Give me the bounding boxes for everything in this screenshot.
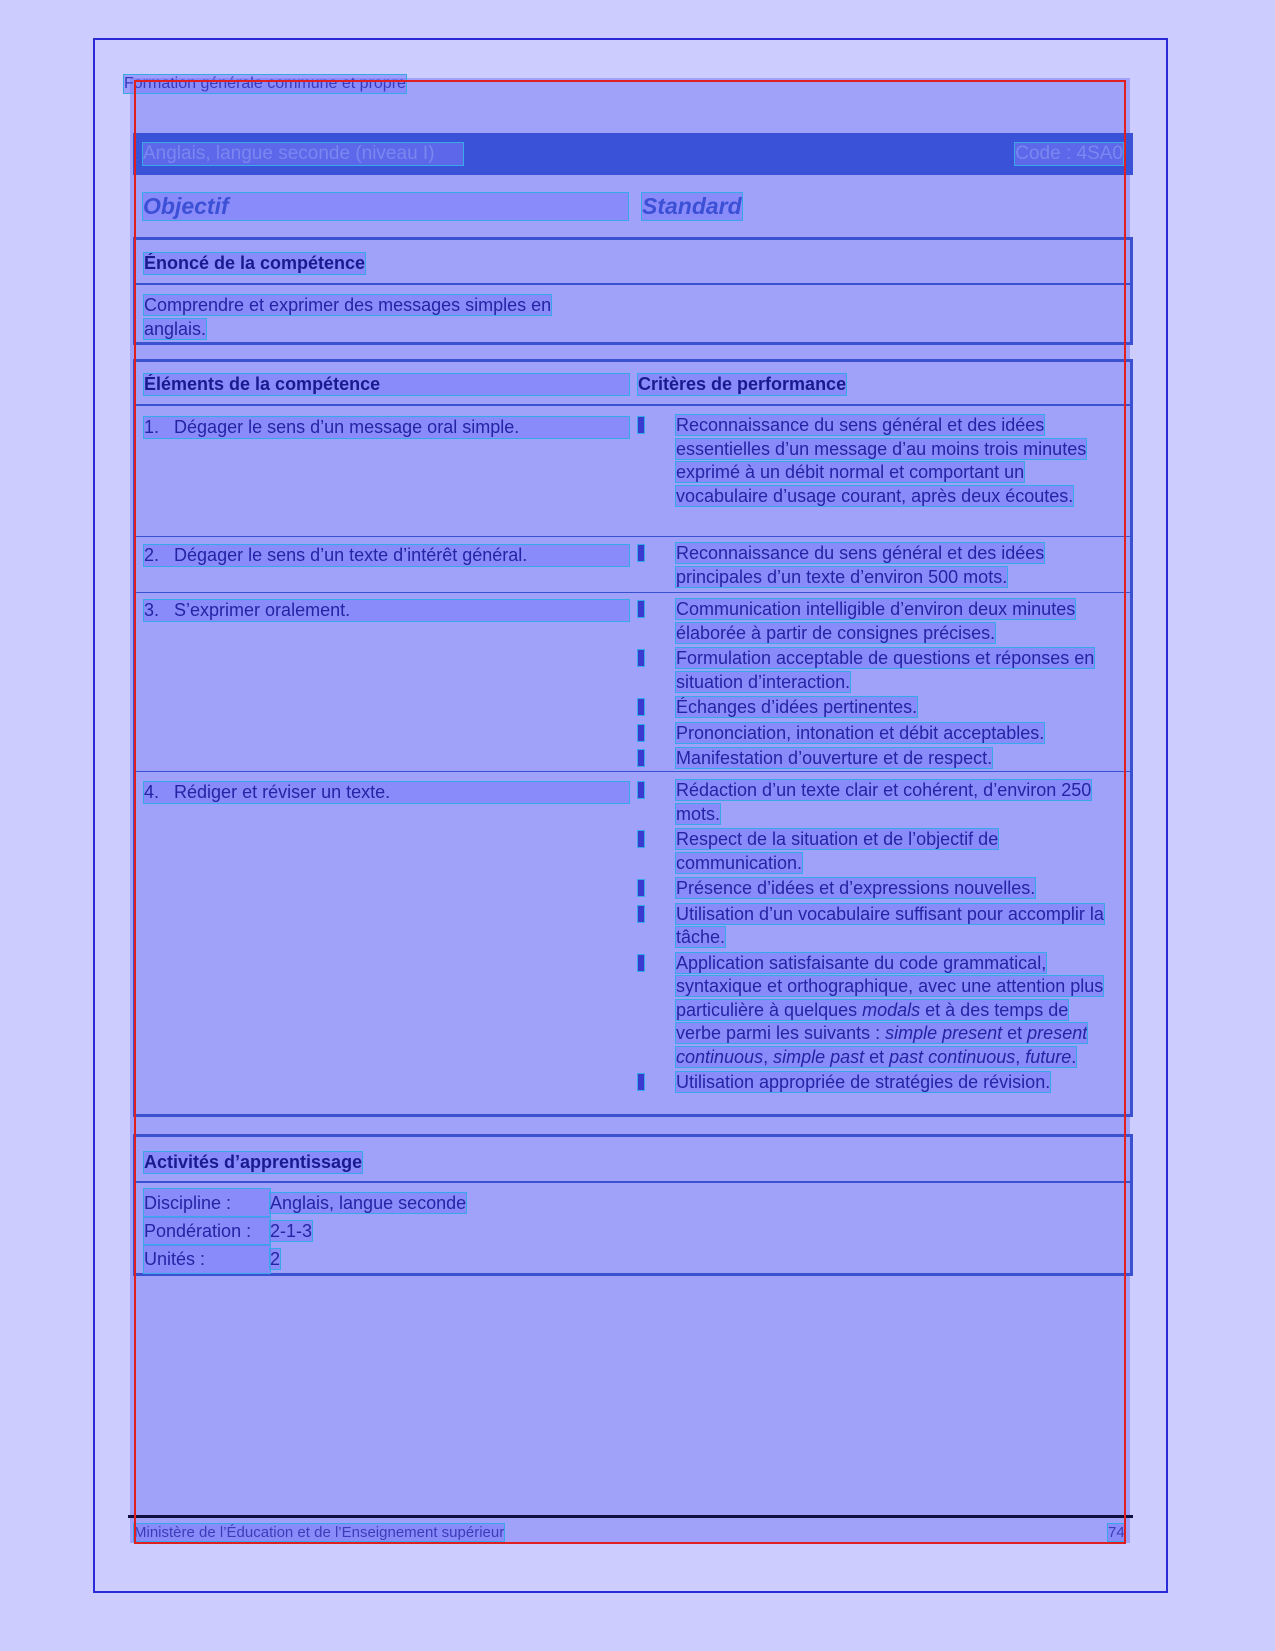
criteria-list-4 — [638, 779, 1113, 1097]
footer-rule — [128, 1515, 1133, 1518]
row-divider-2 — [136, 592, 1130, 593]
criterion: Utilisation d’un vocabulaire suffisant pour accomplir la tâche. — [638, 903, 1113, 950]
row-divider-1 — [136, 536, 1130, 537]
bullet-icon — [638, 601, 644, 617]
element-row-3 — [144, 600, 629, 621]
discipline-value: Anglais, langue seconde — [270, 1193, 467, 1213]
bullet-icon — [638, 750, 644, 766]
enonce-line-2: anglais. — [144, 319, 207, 339]
criterion: Manifestation d’ouverture et de respect. — [638, 747, 1113, 771]
enonce-heading: Énoncé de la compétence — [144, 253, 366, 273]
program-line: Formation générale commune et propre — [124, 75, 406, 92]
ponderation-value: 2-1-3 — [270, 1221, 313, 1241]
element-label-3: S’exprimer oralement. — [174, 600, 351, 620]
page-number: 74 — [1108, 1524, 1125, 1541]
element-num-4: 4. — [144, 782, 160, 802]
unites-label: Unités : — [144, 1245, 270, 1273]
standard-heading: Standard — [642, 193, 742, 219]
elements-header-divider — [136, 404, 1130, 406]
activites-divider — [136, 1181, 1130, 1183]
element-label-2: Dégager le sens d’un texte d’intérêt général. — [174, 545, 528, 565]
objectif-heading: Objectif — [143, 193, 628, 220]
bullet-icon — [638, 650, 644, 666]
criterion: Reconnaissance du sens général et des idées principales d’un texte d’environ 500 mots. — [638, 542, 1113, 589]
criterion: Respect de la situation et de l’objectif de communication. — [638, 828, 1113, 875]
activites-box — [133, 1134, 1133, 1276]
criterion: Reconnaissance du sens général et des idées essentielles d’un message d’au moins trois minutes exprimé à un débit normal et comportant un vocabulaire d’usage courant, après deux écoutes. — [638, 414, 1113, 508]
enonce-line-1: Comprendre et exprimer des messages simples en — [144, 295, 552, 315]
criteria-list-3 — [638, 598, 1113, 773]
bullet-icon — [638, 906, 644, 922]
criteria-list-2 — [638, 542, 1113, 591]
ponderation-label: Pondération : — [144, 1217, 270, 1245]
bullet-icon — [638, 417, 644, 433]
criterion: Rédaction d’un texte clair et cohérent, d’environ 250 mots. — [638, 779, 1113, 826]
criteria-heading: Critères de performance — [638, 374, 847, 394]
element-label-1: Dégager le sens d’un message oral simple. — [174, 417, 520, 437]
criterion: Présence d’idées et d’expressions nouvelles. — [638, 877, 1113, 901]
activites-details — [144, 1189, 466, 1273]
elements-heading: Éléments de la compétence — [144, 374, 629, 395]
course-banner — [133, 133, 1133, 175]
criterion-grammar: Application satisfaisante du code grammatical, syntaxique et orthographique, avec une attention plus particulière à quelques modals et à des temps de verbe parmi les suivants : simple present et present continuous, simple past et past continuous, future. — [638, 952, 1113, 1070]
element-row-2 — [144, 545, 629, 566]
element-num-1: 1. — [144, 417, 160, 437]
bullet-icon — [638, 545, 644, 561]
criterion: Échanges d’idées pertinentes. — [638, 696, 1113, 720]
bullet-icon — [638, 782, 644, 798]
bullet-icon — [638, 1074, 644, 1090]
element-label-4: Rédiger et réviser un texte. — [174, 782, 391, 802]
bullet-icon — [638, 831, 644, 847]
elements-box — [133, 359, 1133, 1117]
criterion: Formulation acceptable de questions et réponses en situation d’interaction. — [638, 647, 1113, 694]
enonce-divider — [136, 283, 1130, 285]
row-divider-3 — [136, 771, 1130, 772]
discipline-label: Discipline : — [144, 1189, 270, 1217]
bullet-icon — [638, 880, 644, 896]
element-num-3: 3. — [144, 600, 160, 620]
criterion: Utilisation appropriée de stratégies de révision. — [638, 1071, 1113, 1095]
element-row-4 — [144, 782, 629, 803]
course-code: Code : 4SA0 — [1015, 143, 1123, 164]
bullet-icon — [638, 699, 644, 715]
footer-ministry: Ministère de l’Éducation et de l’Enseignement supérieur — [134, 1524, 505, 1541]
course-title: Anglais, langue seconde (niveau I) — [143, 143, 463, 165]
enonce-box — [133, 237, 1133, 345]
enonce-text — [144, 293, 551, 341]
criterion: Communication intelligible d’environ deux minutes élaborée à partir de consignes précises. — [638, 598, 1113, 645]
element-row-1 — [144, 417, 629, 438]
bullet-icon — [638, 725, 644, 741]
bullet-icon — [638, 955, 644, 971]
criteria-list-1 — [638, 414, 1113, 510]
element-num-2: 2. — [144, 545, 160, 565]
criterion: Prononciation, intonation et débit acceptables. — [638, 722, 1113, 746]
activites-heading: Activités d’apprentissage — [144, 1152, 363, 1172]
unites-value: 2 — [270, 1249, 281, 1269]
